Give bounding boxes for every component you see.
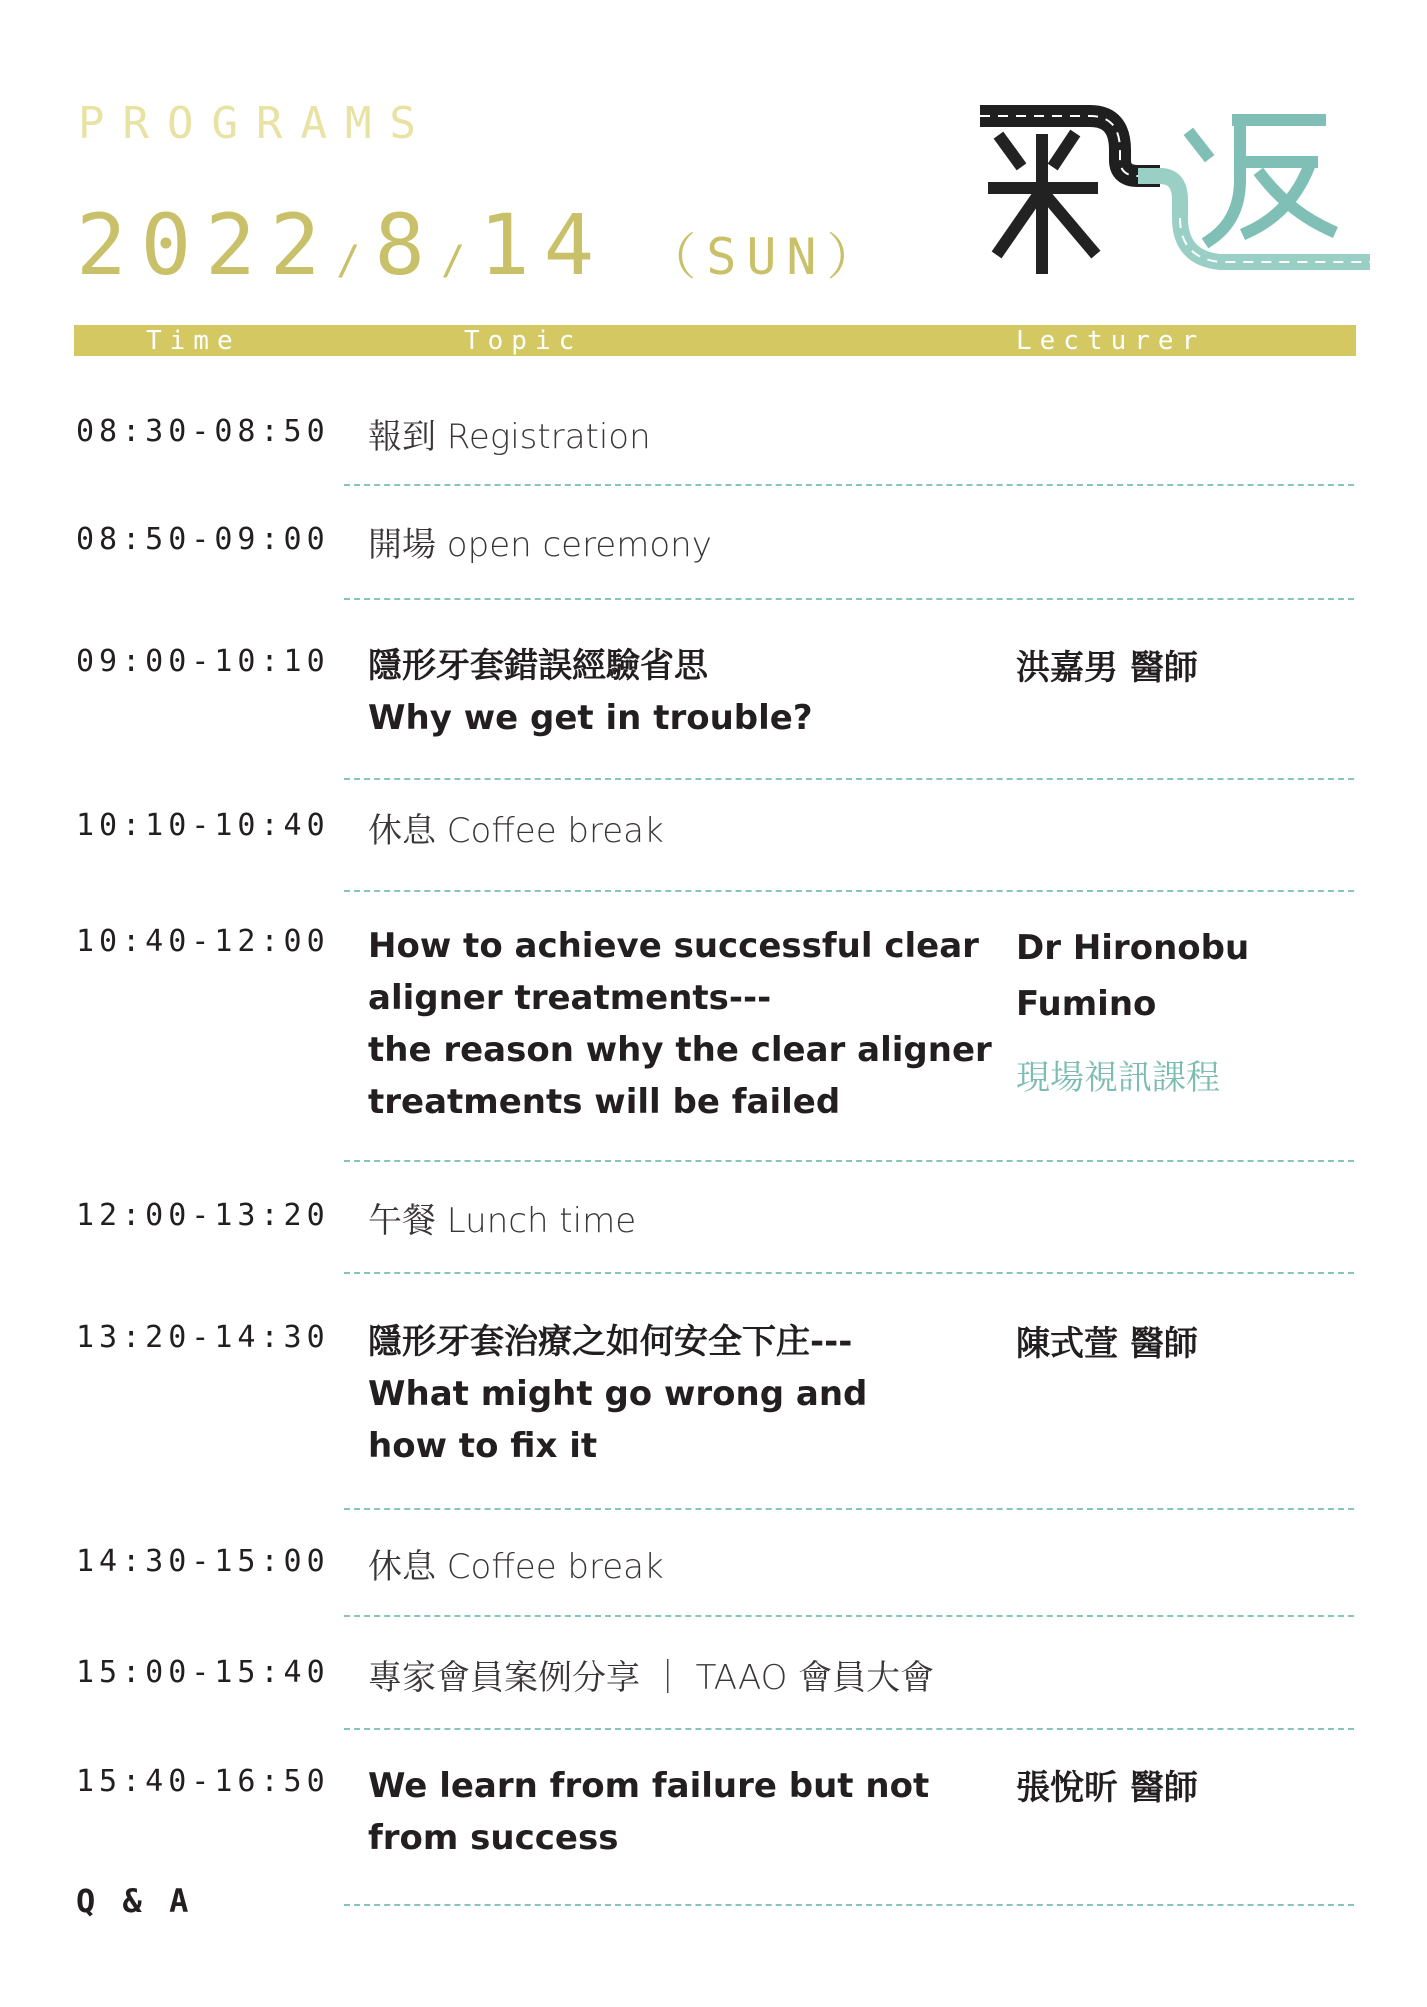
session-time: 14:30-15:00 xyxy=(76,1544,330,1579)
session-topic xyxy=(368,410,948,464)
logo-char-cai xyxy=(994,138,1092,268)
row-divider xyxy=(344,1272,1354,1274)
column-header-bar xyxy=(74,325,1356,356)
session-topic xyxy=(368,1651,948,1705)
session-time: 15:00-15:40 xyxy=(76,1655,330,1690)
session-time: 15:40-16:50 xyxy=(76,1764,330,1799)
topic-line: how to fix it xyxy=(368,1426,598,1466)
row-divider xyxy=(344,484,1354,486)
logo-road-teal xyxy=(1138,176,1370,262)
session-topic xyxy=(368,1760,948,1864)
topic-line: How to achieve successful clear xyxy=(368,926,979,966)
topic-line: 開場 open ceremony xyxy=(368,525,712,565)
session-time: 09:00-10:10 xyxy=(76,644,330,679)
session-topic xyxy=(368,1194,948,1248)
date-separator: / xyxy=(336,238,361,284)
row-divider xyxy=(344,1615,1354,1617)
topic-line: aligner treatments--- xyxy=(368,978,772,1018)
row-divider xyxy=(344,890,1354,892)
event-logo xyxy=(970,100,1370,280)
topic-line: Why we get in trouble? xyxy=(368,698,813,738)
session-lecturer xyxy=(1016,920,1336,1106)
session-lecturer xyxy=(1016,1760,1336,1816)
topic-line: 隱形牙套治療之如何安全下庄--- xyxy=(368,1322,853,1362)
session-time: 08:30-08:50 xyxy=(76,414,330,449)
column-header-lecturer: Lecturer xyxy=(1016,326,1206,356)
lecturer-name: 陳式萱 醫師 xyxy=(1016,1324,1198,1364)
topic-line: What might go wrong and xyxy=(368,1374,868,1414)
session-topic xyxy=(368,640,948,744)
date-year: 2022 xyxy=(76,196,335,294)
session-topic xyxy=(368,920,992,1128)
session-topic xyxy=(368,1316,948,1472)
topic-line: the reason why the clear aligner xyxy=(368,1030,992,1070)
session-topic xyxy=(368,804,948,858)
lecturer-name: 張悅昕 醫師 xyxy=(1016,1768,1198,1808)
row-divider xyxy=(344,1728,1354,1730)
date-month: 8 xyxy=(374,196,439,294)
row-divider xyxy=(344,778,1354,780)
qa-label: Q & A xyxy=(76,1882,193,1920)
session-time: 08:50-09:00 xyxy=(76,522,330,557)
column-header-topic: Topic xyxy=(464,326,583,356)
column-header-time: Time xyxy=(146,326,241,356)
topic-line: We learn from failure but not xyxy=(368,1766,930,1806)
row-divider xyxy=(344,1904,1354,1906)
topic-line: 報到 Registration xyxy=(368,417,651,457)
programs-label: PROGRAMS xyxy=(78,98,434,149)
session-time: 13:20-14:30 xyxy=(76,1320,330,1355)
row-divider xyxy=(344,598,1354,600)
topic-line: from success xyxy=(368,1818,619,1858)
event-date xyxy=(76,196,887,294)
topic-line: 休息 Coffee break xyxy=(368,1547,664,1587)
topic-line: 午餐 Lunch time xyxy=(368,1201,637,1241)
live-video-note: 現場視訊課程 xyxy=(1016,1058,1220,1098)
date-separator: / xyxy=(440,238,466,284)
session-topic xyxy=(368,518,948,572)
date-weekday: （SUN） xyxy=(646,228,887,286)
row-divider xyxy=(344,1160,1354,1162)
session-topic xyxy=(368,1540,948,1594)
session-time: 10:10-10:40 xyxy=(76,808,330,843)
session-lecturer xyxy=(1016,640,1336,696)
lecturer-name: 洪嘉男 醫師 xyxy=(1016,648,1198,688)
topic-line: treatments will be failed xyxy=(368,1082,841,1122)
session-time: 10:40-12:00 xyxy=(76,924,330,959)
topic-line: 隱形牙套錯誤經驗省思 xyxy=(368,646,708,686)
topic-line: 休息 Coffee break xyxy=(368,811,664,851)
row-divider xyxy=(344,1508,1354,1510)
session-lecturer xyxy=(1016,1316,1336,1372)
session-time: 12:00-13:20 xyxy=(76,1198,330,1233)
lecturer-name: Fumino xyxy=(1016,984,1157,1024)
lecturer-name: Dr Hironobu xyxy=(1016,928,1250,968)
logo-char-fan xyxy=(1192,120,1330,240)
date-day: 14 xyxy=(479,196,609,294)
topic-line: 專家會員案例分享 ｜ TAAO 會員大會 xyxy=(368,1658,935,1698)
